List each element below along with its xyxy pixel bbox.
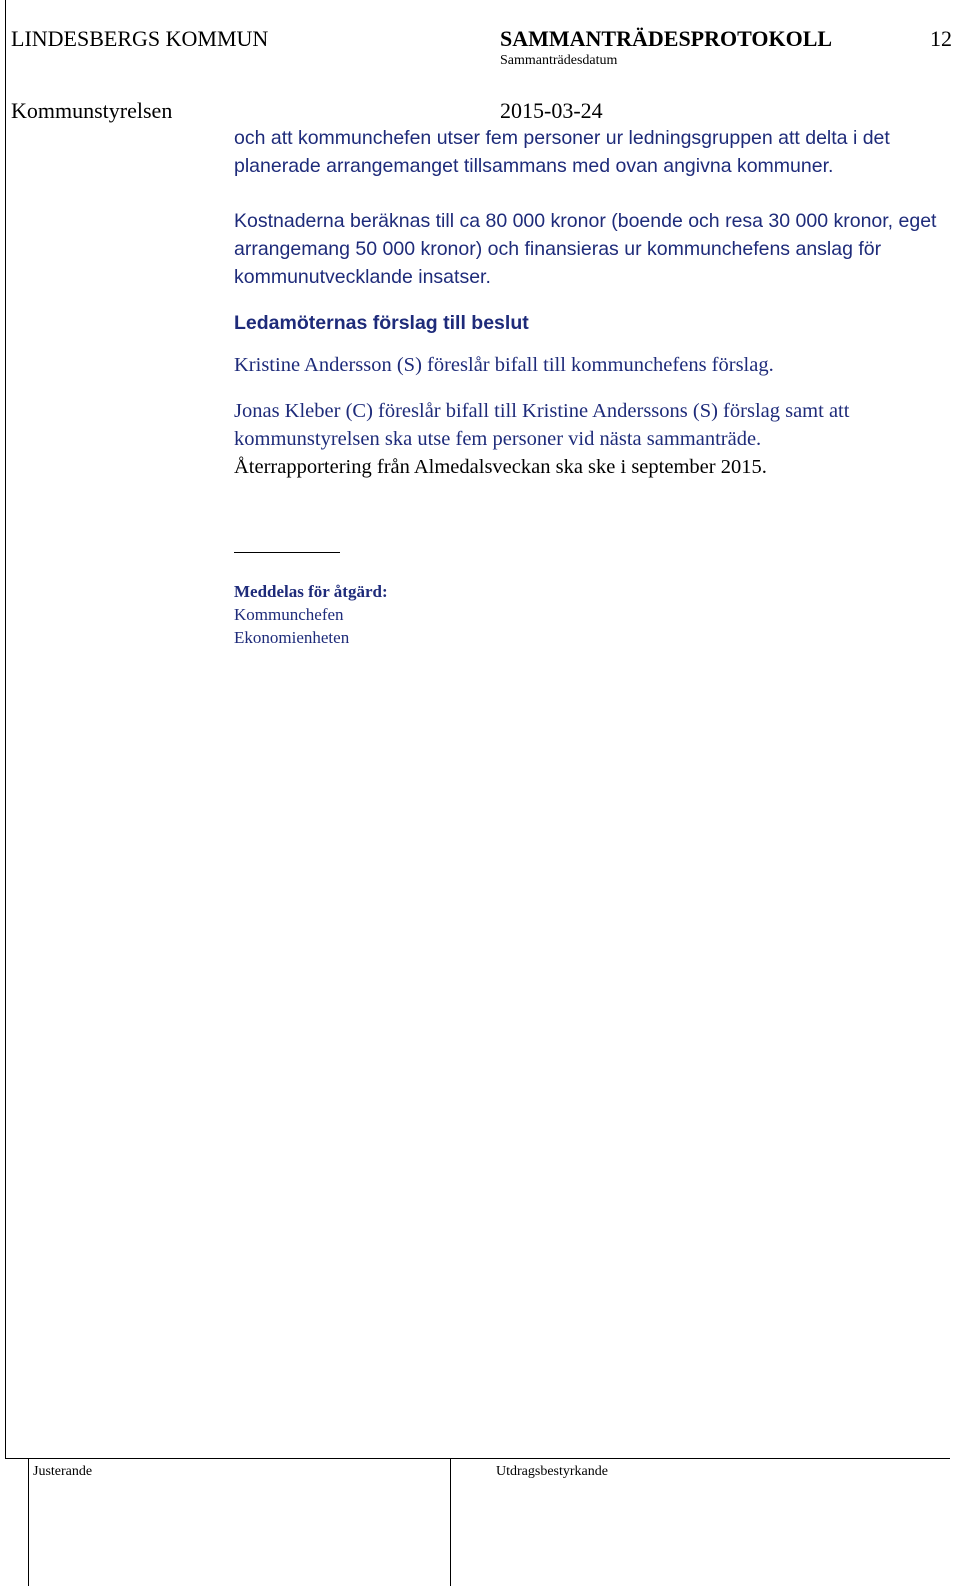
date-label: Sammanträdesdatum xyxy=(500,53,618,68)
recipient: Kommunchefen xyxy=(234,605,344,624)
notification-title: Meddelas för åtgärd: xyxy=(234,582,388,601)
proposal-kleber-line-1: Jonas Kleber (C) föreslår bifall till Kristine Anderssons (S) förslag samt att xyxy=(234,400,850,422)
organization-name: LINDESBERGS KOMMUN xyxy=(11,26,269,51)
notification-block xyxy=(234,580,388,649)
proposal-kleber-line-3: Återrapportering från Almedalsveckan ska ske i september 2015. xyxy=(234,456,767,478)
proposal-andersson: Kristine Andersson (S) föreslår bifall till kommunchefens förslag. xyxy=(234,354,774,376)
section-heading: Ledamöternas förslag till beslut xyxy=(234,312,529,334)
minutes-content xyxy=(234,124,950,481)
signature-field-utdragsbestyrkande: Utdragsbestyrkande xyxy=(496,1464,608,1479)
paragraph-assignment: och att kommunchefen utser fem personer ur ledningsgruppen att delta i det planerade arrangemanget tillsammans med ovan angivna kommuner. xyxy=(234,127,890,177)
footer-rule xyxy=(5,1458,950,1459)
paragraph-costs: Kostnaderna beräknas till ca 80 000 kronor (boende och resa 30 000 kronor, eget arrangemang 50 000 kronor) och finansieras ur kommunchefens anslag för kommunutvecklande insatser. xyxy=(234,210,937,288)
left-margin-rule xyxy=(5,0,6,1458)
footer-left-border xyxy=(28,1458,29,1586)
signature-field-justerande: Justerande xyxy=(33,1464,93,1479)
meeting-date: 2015-03-24 xyxy=(500,98,603,123)
document-type: SAMMANTRÄDESPROTOKOLL xyxy=(500,26,833,51)
committee-name: Kommunstyrelsen xyxy=(11,98,173,123)
proposal-kleber-line-2: kommunstyrelsen ska utse fem personer vid nästa sammanträde. xyxy=(234,428,762,450)
proposal-kleber xyxy=(234,397,950,481)
page-number: 12 xyxy=(930,26,952,51)
section-divider xyxy=(234,552,340,553)
footer-middle-border xyxy=(450,1458,451,1586)
recipient: Ekonomienheten xyxy=(234,628,350,647)
